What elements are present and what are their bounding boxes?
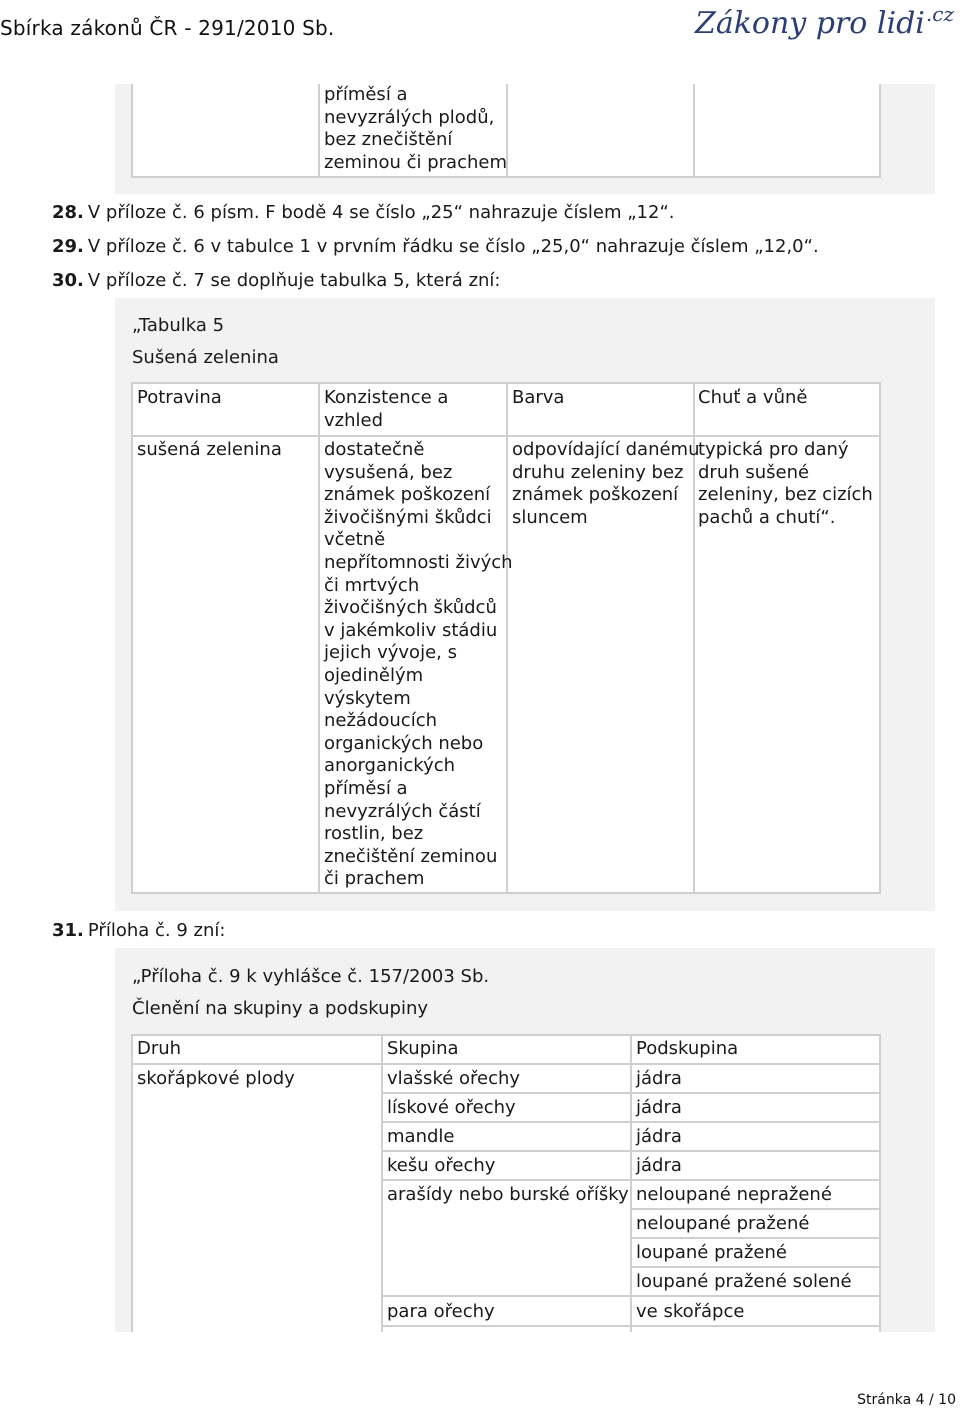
annex9-skupina: kešu ořechy [387, 1155, 496, 1176]
annex9-podskupina: ve skořápce [636, 1301, 745, 1322]
table5-subtitle: Sušená zelenina [132, 347, 279, 368]
document-title: Sbírka zákonů ČR - 291/2010 Sb. [0, 16, 335, 40]
annex9-header-skupina: Skupina [387, 1038, 459, 1059]
item-28: 28. V příloze č. 6 písm. F bodě 4 se číslo „25“ nahrazuje číslem „12“. [52, 202, 675, 223]
table5-cell-barva: odpovídající danému druhu zeleniny bez známek poškození sluncem [512, 439, 700, 528]
table5-cell-chut: typická pro daný druh sušené zeleniny, bez cizích pachů a chutí“. [698, 439, 873, 528]
site-logo[interactable] [695, 2, 954, 41]
annex9-skupina: mandle [387, 1126, 455, 1147]
annex9-skupina: vlašské ořechy [387, 1068, 521, 1089]
logo-suffix: .cz [925, 2, 954, 26]
annex9-podskupina: neloupané nepražené [636, 1184, 832, 1205]
item-31: 31. Příloha č. 9 zní: [52, 920, 226, 941]
annex9-podskupina: loupané pražené solené [636, 1271, 852, 1292]
annex9-skupina: para ořechy [387, 1301, 495, 1322]
annex9-caption: „Příloha č. 9 k vyhlášce č. 157/2003 Sb. [132, 966, 490, 987]
fragment-text: příměsí a nevyzrálých plodů, bez znečištění zeminou či prachem [324, 84, 507, 173]
annex9-podskupina: jádra [636, 1068, 682, 1089]
table5-header-konzistence: Konzistence a vzhled [324, 387, 449, 431]
annex9-podskupina: jádra [636, 1097, 682, 1118]
table5-caption: „Tabulka 5 [132, 315, 225, 336]
item-29: 29. V příloze č. 6 v tabulce 1 v prvním řádku se číslo „25,0“ nahrazuje číslem „12,0“. [52, 236, 819, 257]
annex9-skupina: arašídy nebo burské oříšky [387, 1184, 629, 1205]
table5-header-chut: Chuť a vůně [698, 387, 808, 408]
item-30: 30. V příloze č. 7 se doplňuje tabulka 5, která zní: [52, 270, 501, 291]
annex9-header-druh: Druh [137, 1038, 182, 1059]
table5-header-potravina: Potravina [137, 387, 222, 408]
page-number: Stránka 4 / 10 [857, 1392, 956, 1408]
annex9-skupina: lískové ořechy [387, 1097, 516, 1118]
annex9-subtitle: Členění na skupiny a podskupiny [132, 998, 429, 1019]
table5-cell-konzistence: dostatečně vysušená, bez známek poškození živočišnými škůdci včetně nepřítomnosti živých či mrtvých živočišných škůdců v jakémkoliv stádiu jejich vývoje, s ojedinělým výskytem nežádoucích organických nebo anorganických příměsí a nevyzrálých částí rostlin, bez znečištění zeminou či prachem [324, 439, 513, 890]
annex9-podskupina: jádra [636, 1155, 682, 1176]
table5-header-barva: Barva [512, 387, 565, 408]
annex9-podskupina: jádra [636, 1126, 682, 1147]
annex9-druh: skořápkové plody [137, 1068, 295, 1089]
annex9-podskupina: neloupané pražené [636, 1213, 810, 1234]
annex9-podskupina: loupané pražené [636, 1242, 787, 1263]
table5-cell-potravina: sušená zelenina [137, 439, 282, 460]
annex9-header-podskupina: Podskupina [636, 1038, 739, 1059]
logo-text: Zákony pro lidi [694, 6, 925, 41]
